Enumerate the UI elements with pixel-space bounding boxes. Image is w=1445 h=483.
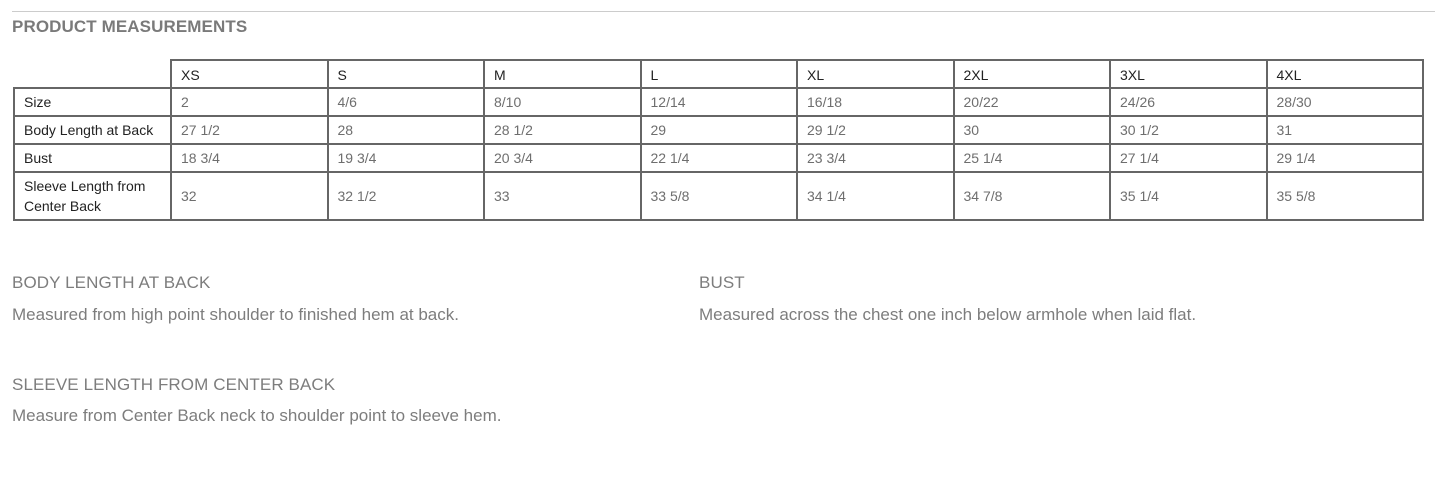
bust-title: BUST: [699, 273, 745, 292]
body-length-title: BODY LENGTH AT BACK: [12, 273, 211, 292]
table-row-size: [14, 88, 1423, 116]
size-header-xl: XL: [797, 60, 954, 88]
table-cell: 29 1/2: [797, 116, 954, 144]
top-divider: [12, 11, 1435, 12]
table-corner-cell: [14, 60, 171, 88]
size-header-xs: XS: [171, 60, 328, 88]
row-label: Sleeve Length from Center Back: [14, 172, 171, 220]
bust-description: Measured across the chest one inch below armhole when laid flat.: [699, 305, 1197, 324]
table-cell: 35 5/8: [1267, 172, 1424, 220]
size-header-l: L: [641, 60, 798, 88]
size-header-4xl: 4XL: [1267, 60, 1424, 88]
size-header-2xl: 2XL: [954, 60, 1111, 88]
table-cell: 34 1/4: [797, 172, 954, 220]
size-header-s: S: [328, 60, 485, 88]
table-cell: 20 3/4: [484, 144, 641, 172]
table-row-sleeve-length: [14, 172, 1423, 220]
table-cell: 35 1/4: [1110, 172, 1267, 220]
row-label: Bust: [14, 144, 171, 172]
row-label: Body Length at Back: [14, 116, 171, 144]
table-cell: 29: [641, 116, 798, 144]
table-cell: 30 1/2: [1110, 116, 1267, 144]
table-cell: 25 1/4: [954, 144, 1111, 172]
section-title: PRODUCT MEASUREMENTS: [12, 17, 248, 36]
table-cell: 12/14: [641, 88, 798, 116]
table-cell: 28/30: [1267, 88, 1424, 116]
row-label: Size: [14, 88, 171, 116]
size-header-m: M: [484, 60, 641, 88]
table-cell: 32: [171, 172, 328, 220]
table-cell: 8/10: [484, 88, 641, 116]
table-cell: 33 5/8: [641, 172, 798, 220]
table-cell: 34 7/8: [954, 172, 1111, 220]
sleeve-length-title: SLEEVE LENGTH FROM CENTER BACK: [12, 375, 336, 394]
table-cell: 23 3/4: [797, 144, 954, 172]
sleeve-length-description: Measure from Center Back neck to shoulder point to sleeve hem.: [12, 406, 502, 425]
body-length-description: Measured from high point shoulder to finished hem at back.: [12, 305, 459, 324]
table-cell: 29 1/4: [1267, 144, 1424, 172]
table-cell: 16/18: [797, 88, 954, 116]
table-cell: 22 1/4: [641, 144, 798, 172]
table-cell: 19 3/4: [328, 144, 485, 172]
table-cell: 32 1/2: [328, 172, 485, 220]
table-header-row: [14, 60, 1423, 88]
table-cell: 4/6: [328, 88, 485, 116]
table-cell: 27 1/4: [1110, 144, 1267, 172]
measurements-table: [13, 59, 1424, 221]
table-cell: 33: [484, 172, 641, 220]
table-cell: 2: [171, 88, 328, 116]
size-header-3xl: 3XL: [1110, 60, 1267, 88]
table-cell: 18 3/4: [171, 144, 328, 172]
table-cell: 28 1/2: [484, 116, 641, 144]
table-row-bust: [14, 144, 1423, 172]
table-row-body-length: [14, 116, 1423, 144]
table-cell: 24/26: [1110, 88, 1267, 116]
table-cell: 30: [954, 116, 1111, 144]
table-cell: 20/22: [954, 88, 1111, 116]
table-cell: 31: [1267, 116, 1424, 144]
table-cell: 27 1/2: [171, 116, 328, 144]
table-cell: 28: [328, 116, 485, 144]
